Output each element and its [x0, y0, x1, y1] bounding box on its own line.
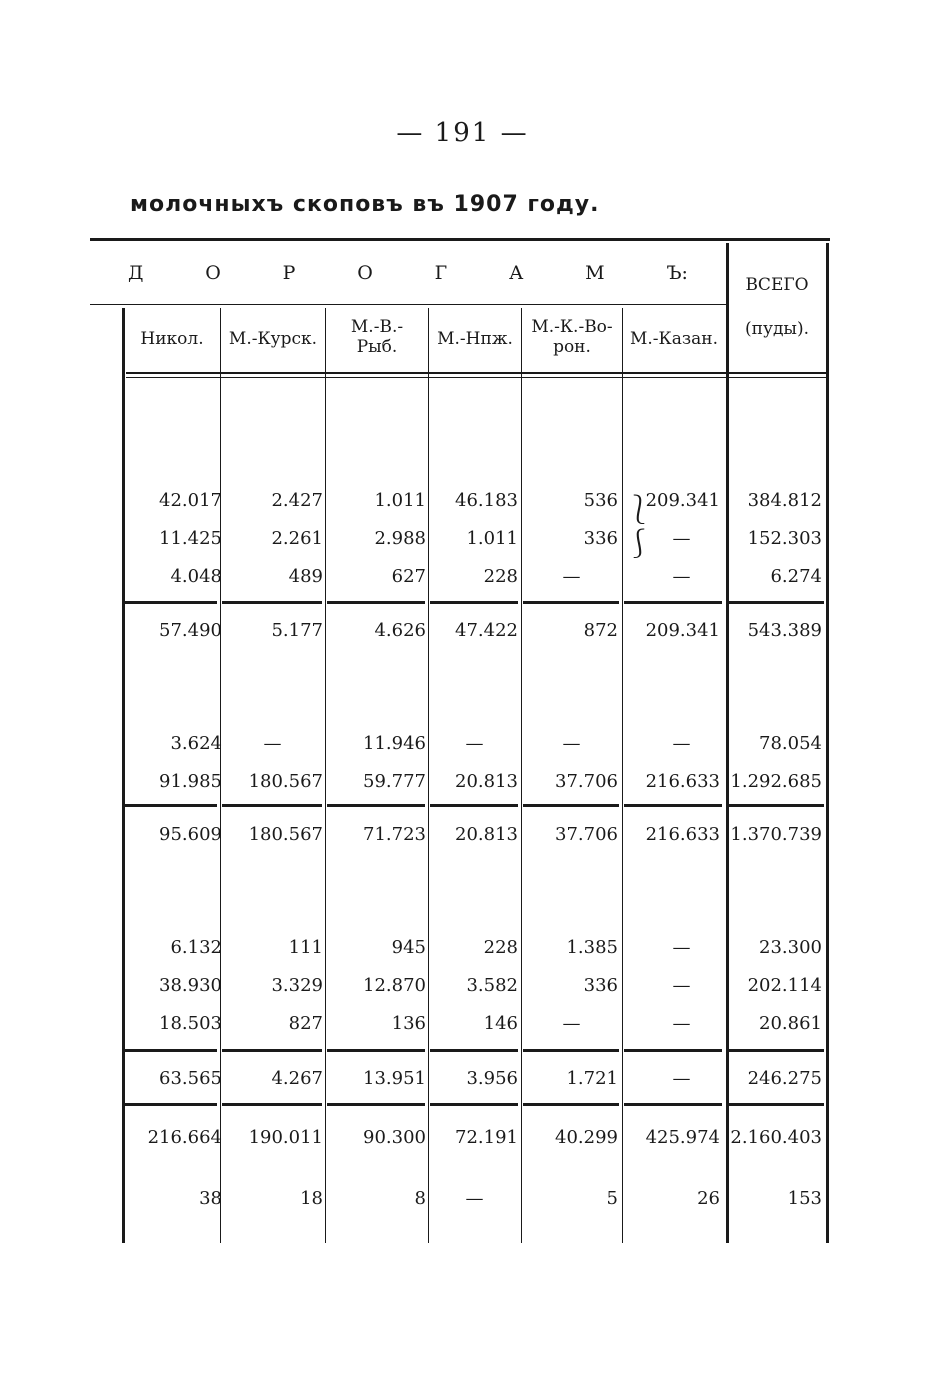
subtotal-row: 5.177 — [271, 620, 323, 641]
subtotal-row: 1.370.739 — [730, 824, 822, 845]
table-row: 1.011 — [374, 490, 426, 511]
grand-total-row: 190.011 — [248, 1127, 323, 1148]
column-header-line2: рон. — [553, 337, 591, 357]
subtotal-rule — [430, 804, 518, 807]
table-row: 2.427 — [271, 490, 323, 511]
subtotal-row: 95.609 — [159, 824, 222, 845]
table-row: 336 — [583, 528, 618, 549]
subtotal-row: 37.706 — [555, 824, 618, 845]
table-row: 37.706 — [555, 771, 618, 792]
brace-mark: ⎰ — [625, 527, 654, 560]
subtotal-row: 47.422 — [455, 620, 518, 641]
subtotal-rule — [125, 1049, 217, 1052]
roads-letter: А — [508, 262, 524, 284]
table-row: 945 — [391, 937, 426, 958]
count-row: 153 — [787, 1188, 822, 1209]
subtotal-row: 543.389 — [747, 620, 822, 641]
subtotal-row: 3.956 — [466, 1068, 518, 1089]
column-header: М.-Курск. — [228, 329, 318, 349]
table-row: 228 — [483, 566, 518, 587]
table-row: 1.385 — [566, 937, 618, 958]
subtotal-row: 872 — [583, 620, 618, 641]
table-row: 18.503 — [159, 1013, 222, 1034]
subtotal-rule — [430, 1049, 518, 1052]
table-row: 20.861 — [759, 1013, 822, 1034]
subtotal-rule — [327, 601, 425, 604]
subtotal-row: 4.267 — [271, 1068, 323, 1089]
header-bottom-rule — [126, 372, 828, 374]
brace-mark: ⎱ — [625, 493, 654, 526]
table-row: — — [672, 975, 691, 996]
subtotal-row: 1.721 — [566, 1068, 618, 1089]
grand-total-row: 2.160.403 — [730, 1127, 822, 1148]
table-row: 6.274 — [770, 566, 822, 587]
table-row: 38.930 — [159, 975, 222, 996]
subtotal-rule — [125, 804, 217, 807]
subtotal-row: 180.567 — [248, 824, 323, 845]
grand-total-row: 40.299 — [555, 1127, 618, 1148]
subtotal-rule — [222, 601, 322, 604]
table-row: 336 — [583, 975, 618, 996]
total-unit: (пуды). — [745, 319, 809, 339]
table-row: 59.777 — [363, 771, 426, 792]
table-row: 202.114 — [747, 975, 822, 996]
subtotal-rule — [727, 1049, 824, 1052]
table-row: — — [672, 733, 691, 754]
grand-total-row: 90.300 — [363, 1127, 426, 1148]
table-row: 1.292.685 — [730, 771, 822, 792]
table-row: — — [263, 733, 282, 754]
table-row: 152.303 — [747, 528, 822, 549]
table-row: — — [672, 937, 691, 958]
subtotal-rule — [222, 1103, 322, 1106]
table-row: 4.048 — [170, 566, 222, 587]
table-row: 20.813 — [455, 771, 518, 792]
roads-group-header — [128, 262, 688, 284]
table-row: 489 — [288, 566, 323, 587]
subtotal-rule — [727, 804, 824, 807]
table-row: 91.985 — [159, 771, 222, 792]
subtotal-rule — [624, 1049, 722, 1052]
roads-letter: Г — [434, 262, 448, 284]
table-row: 11.425 — [159, 528, 222, 549]
table-row: 46.183 — [455, 490, 518, 511]
table-row: 3.624 — [170, 733, 222, 754]
table-row: — — [672, 528, 691, 549]
roads-group-rule — [90, 304, 726, 305]
col-separator — [325, 308, 326, 1243]
subtotal-row: 4.626 — [374, 620, 426, 641]
subtotal-rule — [624, 601, 722, 604]
subtotal-rule — [624, 1103, 722, 1106]
table-row: 136 — [391, 1013, 426, 1034]
roads-letter: М — [585, 262, 605, 284]
table-row: 146 — [483, 1013, 518, 1034]
grand-total-row: 72.191 — [455, 1127, 518, 1148]
column-header: М.-Нпж. — [437, 329, 513, 349]
subtotal-rule — [727, 1103, 824, 1106]
count-row: 8 — [414, 1188, 426, 1209]
table-row: — — [562, 733, 581, 754]
subtotal-row: 63.565 — [159, 1068, 222, 1089]
count-row: 38 — [199, 1188, 222, 1209]
table-row: 23.300 — [759, 937, 822, 958]
column-header: М.-К.-Во- — [531, 317, 613, 337]
roads-letter: Ъ: — [666, 262, 688, 284]
count-row: 26 — [697, 1188, 720, 1209]
total-label: ВСЕГО — [745, 275, 809, 295]
table-row: — — [465, 733, 484, 754]
subtotal-rule — [327, 1103, 425, 1106]
subtotal-rule — [327, 804, 425, 807]
col-separator — [521, 308, 522, 1243]
subtotal-row: 246.275 — [747, 1068, 822, 1089]
subtotal-rule — [222, 804, 322, 807]
count-row: — — [465, 1188, 484, 1209]
table-row: — — [672, 1013, 691, 1034]
subtotal-row: 57.490 — [159, 620, 222, 641]
subtotal-row: 71.723 — [363, 824, 426, 845]
table-row: 3.329 — [271, 975, 323, 996]
col-separator — [622, 308, 623, 1243]
table-row: 827 — [288, 1013, 323, 1034]
table-row: 2.988 — [374, 528, 426, 549]
table-row: 228 — [483, 937, 518, 958]
column-header: М.-В.- — [350, 317, 404, 337]
subtotal-rule — [327, 1049, 425, 1052]
grand-total-row: 216.664 — [147, 1127, 222, 1148]
column-header-line2: Рыб. — [356, 337, 398, 357]
table-row: 42.017 — [159, 490, 222, 511]
table-row: 209.341 — [645, 490, 720, 511]
table-row: — — [672, 566, 691, 587]
roads-letter: О — [357, 262, 373, 284]
subtotal-rule — [727, 601, 824, 604]
table-row: 12.870 — [363, 975, 426, 996]
table-row: — — [562, 566, 581, 587]
grand-total-row: 425.974 — [645, 1127, 720, 1148]
subtotal-rule — [222, 1049, 322, 1052]
subtotal-rule — [523, 1049, 619, 1052]
page-number: — 191 — — [396, 118, 529, 148]
count-row: 5 — [606, 1188, 618, 1209]
table-row: 1.011 — [466, 528, 518, 549]
table-row: 180.567 — [248, 771, 323, 792]
subtotal-row: 20.813 — [455, 824, 518, 845]
column-header: М.-Казан. — [630, 329, 718, 349]
table-row: 6.132 — [170, 937, 222, 958]
subtotal-row: — — [672, 1068, 691, 1089]
table-row: 384.812 — [747, 490, 822, 511]
subtotal-row: 13.951 — [363, 1068, 426, 1089]
table-row: 627 — [391, 566, 426, 587]
table-row: 78.054 — [759, 733, 822, 754]
col-line-right — [826, 243, 829, 1243]
subtotal-rule — [125, 1103, 217, 1106]
table-row: 11.946 — [363, 733, 426, 754]
table-row: 536 — [583, 490, 618, 511]
subtotal-rule — [523, 601, 619, 604]
count-row: 18 — [300, 1188, 323, 1209]
column-header: Никол. — [140, 329, 204, 349]
table-row: 216.633 — [645, 771, 720, 792]
subtotal-rule — [523, 804, 619, 807]
table-caption: молочныхъ скоповъ въ 1907 году. — [130, 192, 600, 217]
table-row: — — [562, 1013, 581, 1034]
subtotal-rule — [430, 1103, 518, 1106]
header-bottom-rule-2 — [126, 377, 828, 378]
table-top-rule — [90, 238, 830, 241]
table-row: 111 — [288, 937, 323, 958]
subtotal-row: 216.633 — [645, 824, 720, 845]
roads-letter: Д — [128, 262, 144, 284]
subtotal-rule — [125, 601, 217, 604]
subtotal-row: 209.341 — [645, 620, 720, 641]
table-row: 2.261 — [271, 528, 323, 549]
roads-letter: О — [205, 262, 221, 284]
subtotal-rule — [624, 804, 722, 807]
table-row: 3.582 — [466, 975, 518, 996]
subtotal-rule — [523, 1103, 619, 1106]
roads-letter: Р — [282, 262, 296, 284]
subtotal-rule — [430, 601, 518, 604]
